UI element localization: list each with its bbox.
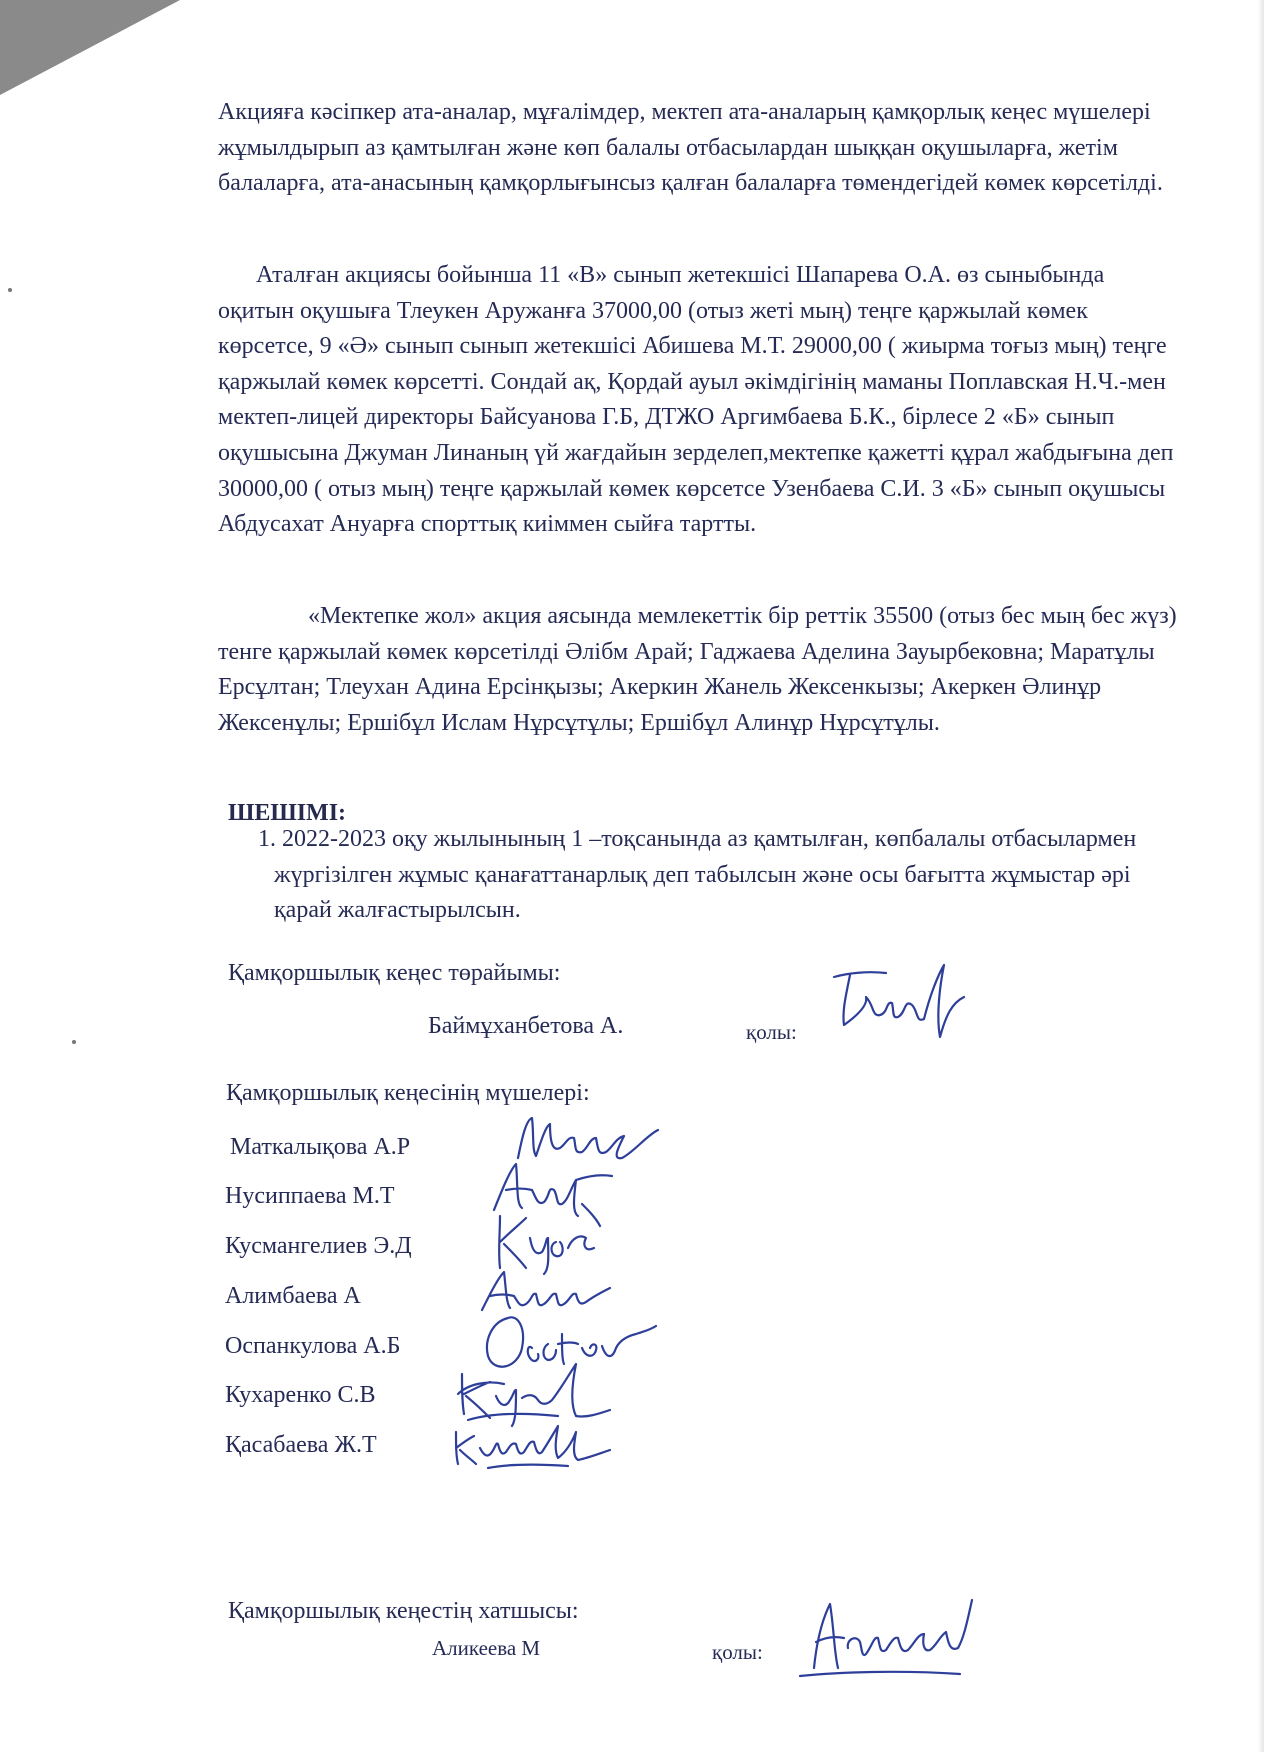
chair-role: Қамқоршылық кеңес төрайымы: xyxy=(228,960,561,986)
secretary-sign-label: қолы: xyxy=(712,1640,763,1664)
resolution-item: 1. 2022-2023 оқу жылынының 1 –тоқсанында аз қамтылған, көпбалалы отбасылармен жүргізілген жұмыс қанағаттанарлық деп табылсын және осы бағытта жұмыстар әрі қарай жалғастырылсын. xyxy=(258,826,1137,924)
chair-sign-label: қолы: xyxy=(746,1020,797,1044)
secretary-role: Қамқоршылық кеңестің хатшысы: xyxy=(228,1598,579,1624)
scan-speck xyxy=(8,288,12,292)
chair-name: Баймұханбетова А. xyxy=(428,1013,624,1039)
secretary-signature xyxy=(790,1588,980,1680)
member-name: Кусмангелиев Э.Д xyxy=(225,1233,412,1259)
members-heading: Қамқоршылық кеңесінің мүшелері: xyxy=(226,1080,590,1106)
paragraph-road-to-school: «Мектепке жол» акция аясында мемлекеттік бір реттік 35500 (отыз бес мың бес жүз) тенге қаржылай көмек көрсетілді Әлібм Арай; Гаджаева Аделина Зауырбековна; Маратұлы Ерсұлтан; Тлеухан Адина Ерсінқызы; Акеркин Жанель Жексенкызы; Акеркен Әлинұр Жексенұлы; Ершібұл Ислам Нұрсұтұлы; Ершібұл Алинұр Нұрсұтұлы. xyxy=(218,603,1177,736)
paragraph-assistance-details: Аталған акциясы бойынша 11 «В» сынып жетекшісі Шапарева О.А. өз сыныбында оқитын оқушыға Тлеукен Аружанға 37000,00 (отыз жеті мың) теңге қаржылай көмек көрсетсе, 9 «Ә» сынып сынып жетекшісі Абишева М.Т. 29000,00 ( жиырма тоғыз мың) теңге қаржылай көмек көрсетті. Сондай ақ, Қордай ауыл әкімдігінің маманы Поплавская Н.Ч.-мен мектеп-лицей директоры Байсуанова Г.Б, ДТЖО Аргимбаева Б.К., бірлесе 2 «Б» сынып оқушысына Джуман Линаның үй жағдайын зерделеп,мектепке қажетті құрал жабдығына деп 30000,00 ( отыз мың) теңге қаржылай көмек көрсетсе Узенбаева С.И. 3 «Б» сынып оқушысы Абдусахат Ануарға спорттық киіммен сыйға тартты. xyxy=(218,262,1174,538)
paragraph-intro: Акцияға кәсіпкер ата-аналар, мұғалімдер, мектеп ата-аналарың қамқорлық кеңес мүшелері жұмылдырып аз қамтылған және көп балалы отбасылардан шыққан оқушыларға, жетім балаларға, ата-анасының қамқорлығынсыз қалған балаларға төмендегідей көмек көрсетілді. xyxy=(218,99,1163,197)
member-name: Кухаренко С.В xyxy=(225,1382,376,1408)
member-signature xyxy=(448,1402,618,1472)
member-name: Нусиппаева М.Т xyxy=(225,1183,395,1209)
resolution-list xyxy=(258,822,1158,929)
secretary-name: Аликеева М xyxy=(432,1636,541,1660)
member-name: Маткалықова А.Р xyxy=(230,1134,411,1160)
member-name: Қасабаева Ж.Т xyxy=(225,1432,377,1458)
scan-speck xyxy=(72,1040,76,1044)
member-name: Оспанкулова А.Б xyxy=(225,1333,401,1359)
member-name: Алимбаева А xyxy=(225,1283,361,1309)
scan-edge-shadow xyxy=(1258,0,1264,1752)
resolution-heading: ШЕШІМІ: xyxy=(228,800,347,826)
scan-fold-corner xyxy=(0,0,180,95)
chair-signature xyxy=(828,955,968,1045)
